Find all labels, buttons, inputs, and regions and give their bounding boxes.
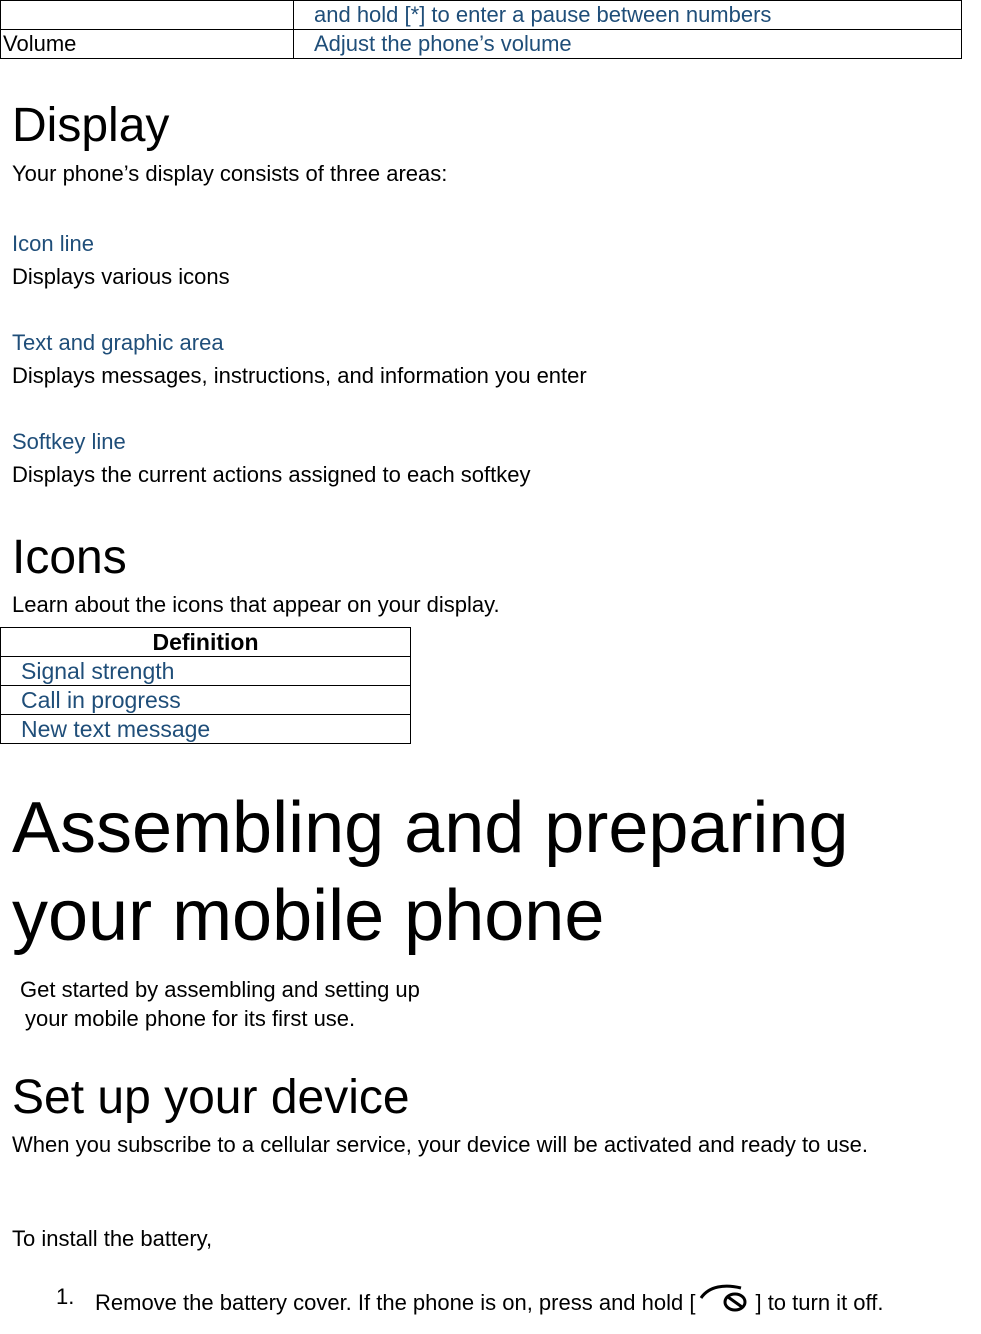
icons-table: [0, 627, 411, 744]
description-cell: Adjust the phone’s volume: [294, 30, 962, 59]
chapter-intro-line2: your mobile phone for its first use.: [25, 1006, 356, 1031]
area-description: Displays the current actions assigned to each softkey: [12, 462, 531, 487]
icon-definition: Call in progress: [1, 686, 411, 715]
area-description: Displays messages, instructions, and information you enter: [12, 363, 587, 388]
setup-intro: When you subscribe to a cellular service, your device will be activated and ready to use.: [12, 1132, 868, 1157]
chapter-heading: Assembling and preparing your mobile phone: [12, 788, 849, 956]
table-header-row: [1, 628, 411, 657]
area-title: Icon line: [12, 231, 94, 256]
chapter-intro-line1: Get started by assembling and setting up: [20, 977, 420, 1002]
setup-heading: Set up your device: [12, 1071, 410, 1124]
icon-definition: Signal strength: [1, 657, 411, 686]
table-row: [1, 1, 962, 30]
keys-table: [0, 0, 962, 59]
icons-intro: Learn about the icons that appear on your display.: [12, 592, 500, 617]
step-text-before: Remove the battery cover. If the phone is on, press and hold [: [95, 1290, 696, 1315]
column-header: Definition: [1, 628, 411, 657]
battery-intro: To install the battery,: [12, 1226, 213, 1251]
end-call-icon: [695, 1284, 755, 1314]
display-intro: Your phone’s display consists of three areas:: [12, 161, 448, 186]
description-cell: and hold [*] to enter a pause between numbers: [294, 1, 962, 30]
icons-heading: Icons: [12, 531, 127, 584]
table-row: [1, 30, 962, 59]
table-row: [1, 657, 411, 686]
key-cell: Volume: [1, 30, 294, 59]
area-title: Text and graphic area: [12, 330, 224, 355]
step-text: [95, 1284, 965, 1317]
area-title: Softkey line: [12, 429, 126, 454]
step-text-after: ] to turn it off.: [755, 1290, 884, 1315]
display-heading: Display: [12, 99, 170, 152]
area-description: Displays various icons: [12, 264, 230, 289]
key-cell: [1, 1, 294, 30]
step-number: 1.: [56, 1284, 75, 1309]
table-row: [1, 686, 411, 715]
table-row: [1, 715, 411, 744]
icon-definition: New text message: [1, 715, 411, 744]
